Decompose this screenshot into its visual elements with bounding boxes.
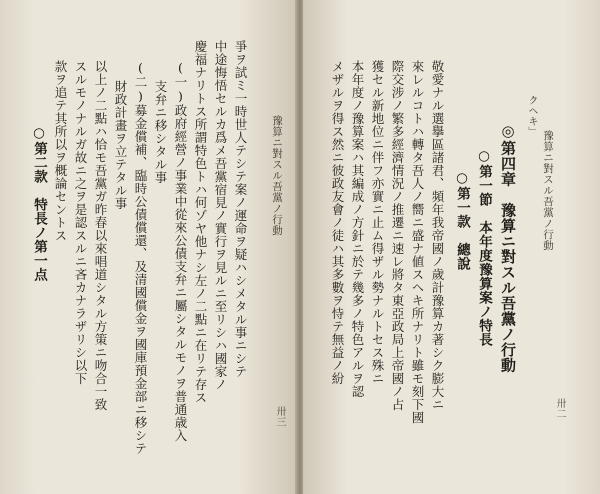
right-line-2: 來レルコトハ轉タ吾人ノ嚮ニ盛ナ値スヘキ所ナリト雖モ刻下國 (410, 60, 425, 424)
left-article-heading: ○第二款 特長ノ第一点 (31, 125, 47, 282)
left-line-5: 支弁ニ移シタル事 (153, 80, 168, 184)
right-folio: 卅二 (554, 398, 565, 419)
left-line-10: 款ヲ追テ其所以ヲ概論セントス (53, 60, 68, 242)
left-folio: 卅三 (274, 406, 285, 427)
article-heading: ○第一款 總說 (454, 170, 470, 271)
chapter-heading: ◎第四章 豫算ニ對スル吾黨ノ行動 (499, 122, 517, 373)
right-page (303, 0, 600, 494)
right-running-head: 豫算ニ對スル吾黨ノ行動 (542, 130, 554, 251)
right-line-1: 敬愛ナル選擧區諸君、頻年我帝國ノ歲計豫算カ著シク膨大ニ (430, 60, 445, 411)
right-line-4: 獲セル新地位ニ伴フ亦實ニ止ム得ザル勢ナルトセス殊ニ (370, 60, 385, 385)
right-small-note: クヘキ」 (526, 95, 537, 137)
right-line-5: 本年度ノ豫算案ハ其編成ノ方針ニ於テ幾多ノ特色アルヲ認 (350, 60, 365, 398)
left-line-9: スルモノナルガ故ニ之ヲ是認スルニ吝カナラザリシ以下 (73, 60, 88, 385)
section-heading: ○第一節 本年度豫算案ノ特長 (476, 148, 492, 347)
left-running-head: 豫算ニ對スル吾黨ノ行動 (271, 115, 283, 236)
right-line-3: 際交涉ノ繁多經濟情況ノ推遷ニ速レ將タ東亞政局上帝國ノ占 (390, 60, 405, 411)
left-line-6: (二)募金償補、臨時公債償還、及清國償金ヲ國庫預金部ニ移シテ (133, 60, 148, 455)
left-line-4: (一)政府經營ノ事業中從來公債支弁ニ屬シタルモノヲ普通歳入 (173, 60, 188, 442)
left-line-8: 以上ノ二點ハ恰モ吾黨ガ昨春以來唱道シタル方策ニ吻合一致 (93, 60, 108, 411)
left-line-1: 爭ヲ試ミ一時世人テシテ案ノ運命ヲ疑ハシメタル事ニシテ (233, 40, 248, 378)
left-line-3: 慶福ナリトス所謂特色トハ何ゾヤ他ナシ左ノ二點ニ在リテ存ス (193, 40, 208, 404)
left-line-7: 財政計畫ヲ立テタル事 (113, 80, 128, 210)
left-page (0, 0, 297, 494)
right-line-6: メザルヲ得ス然ニ彼政友會ノ徒ハ其多數ヲ恃テ無益ノ紛 (330, 60, 345, 385)
left-line-2: 中途悔悟セルカ爲メ吾黨宿見ノ實行ヲ見ルニ至リシハ國家ノ (213, 40, 228, 391)
